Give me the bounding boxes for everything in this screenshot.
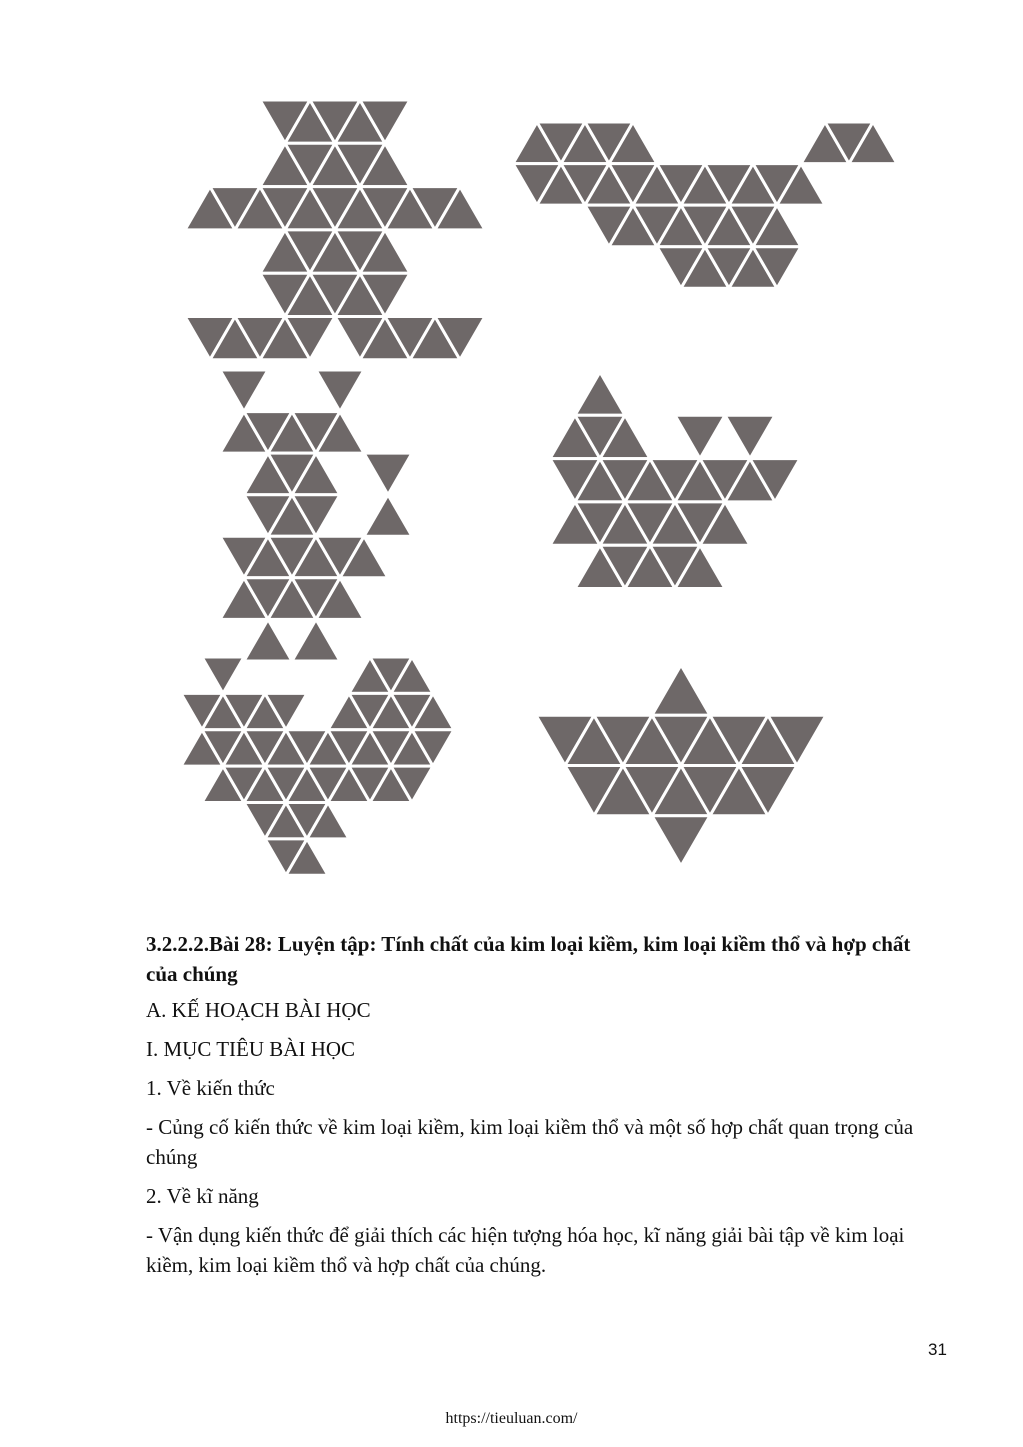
plan-title: A. KẾ HOẠCH BÀI HỌC xyxy=(146,998,371,1022)
figure-cat xyxy=(220,370,412,661)
page-number: 31 xyxy=(928,1340,947,1359)
triangle-tile xyxy=(316,370,364,412)
knowledge-text: - Củng cố kiến thức về kim loại kiềm, kim loại kiềm thổ và một số hợp chất quan trọng của chúng xyxy=(146,1115,914,1169)
triangle-tile xyxy=(652,816,710,866)
triangle-tile xyxy=(292,619,340,661)
triangle-tile xyxy=(652,665,710,715)
triangle-tile xyxy=(244,619,292,661)
figure-star xyxy=(536,665,826,866)
triangle-tile xyxy=(202,657,244,693)
skills-text: - Vận dụng kiến thức để giải thích các hiện tượng hóa học, kĩ năng giải bài tập về kim loại kiềm, kim loại kiềm thổ và hợp chất của chúng. xyxy=(146,1223,905,1277)
triangle-tile xyxy=(725,415,775,458)
triangle-tile xyxy=(220,370,268,412)
triangle-tile xyxy=(575,372,625,415)
knowledge-title: 1. Về kiến thức xyxy=(146,1076,275,1100)
figure-pet xyxy=(550,372,800,589)
figure-bird xyxy=(513,122,897,288)
objectives-title: I. MỤC TIÊU BÀI HỌC xyxy=(146,1037,356,1061)
section-heading: 3.2.2.2.Bài 28: Luyện tập: Tính chất của kim loại kiềm, kim loại kiềm thổ và hợp chất của chúng xyxy=(146,932,911,986)
lesson-content xyxy=(146,929,946,1289)
triangle-tile xyxy=(364,495,412,537)
footer-url: https://tieuluan.com/ xyxy=(445,1410,578,1427)
figure-person xyxy=(185,100,485,360)
triangle-tile xyxy=(675,415,725,458)
skills-title: 2. Về kĩ năng xyxy=(146,1184,259,1208)
triangle-tile xyxy=(364,453,412,495)
figure-heart xyxy=(181,657,454,875)
